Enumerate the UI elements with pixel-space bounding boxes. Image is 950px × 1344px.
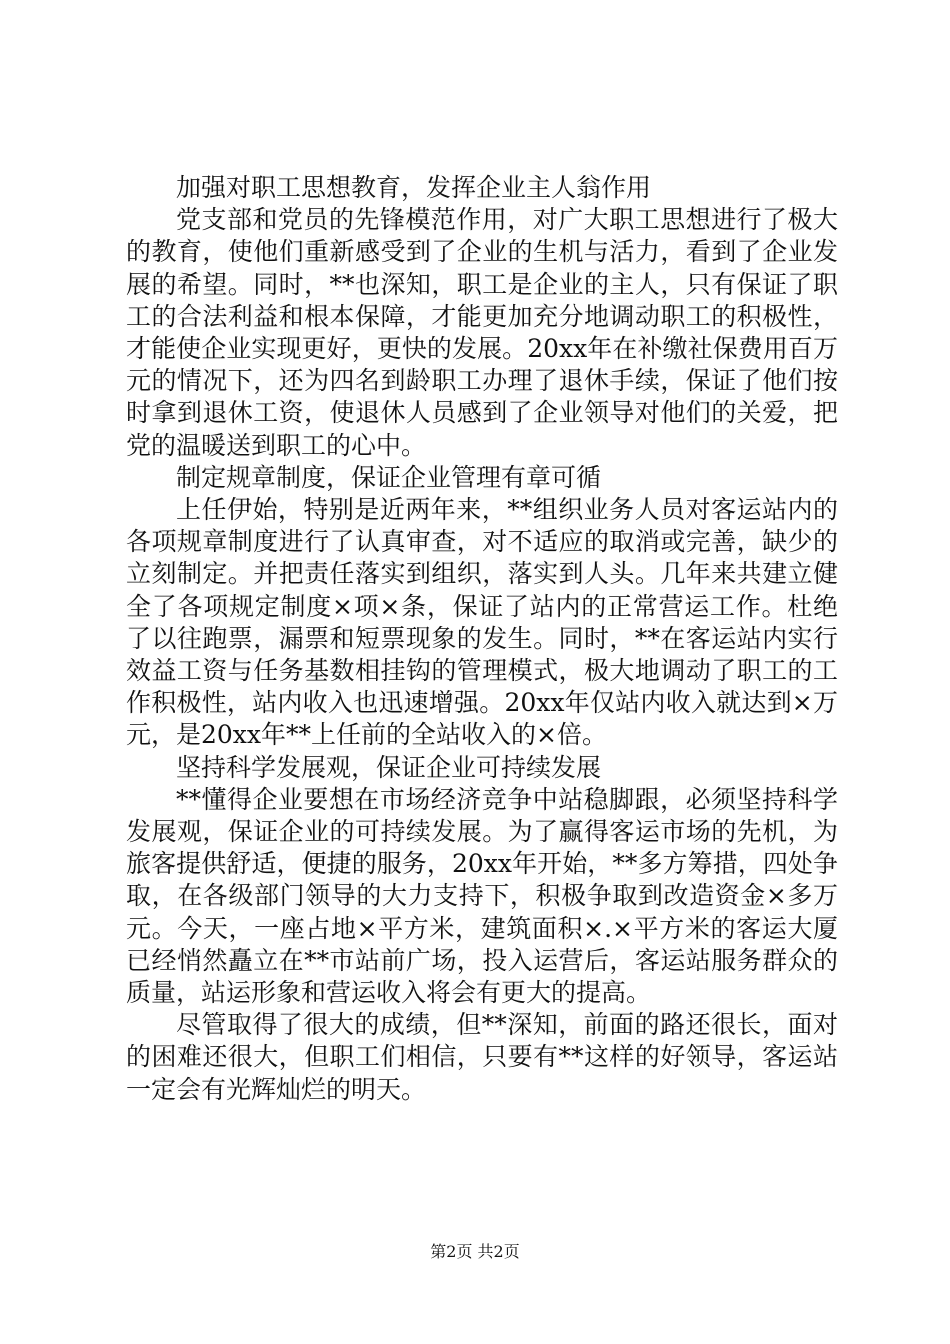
page-number-footer: 第2页 共2页 [430,1242,520,1261]
section-heading-1: 加强对职工思想教育，发挥企业主人翁作用 [176,173,652,202]
section-body-3: **懂得企业要想在市场经济竞争中站稳脚跟，必须坚持科学发展观，保证企业的可持续发展。为了赢得客运市场的先机，为旅客提供舒适，便捷的服务，20xx年开始，**多方筹措，四处争取，在各级部门领导的大力支持下，积极争取到改造资金×多万元。今天，一座占地×平方米，建筑面积×.×平方米的客运大厦已经悄然矗立在**市站前广场，投入运营后，客运站服务群众的质量，站运形象和营运收入将会有更大的提高。 [126,784,838,1008]
section-heading-3: 坚持科学发展观，保证企业可持续发展 [176,752,602,782]
document-body [126,172,838,1106]
section-heading-2: 制定规章制度，保证企业管理有章可循 [176,462,602,492]
closing-paragraph: 尽管取得了很大的成绩，但**深知，前面的路还很长，面对的困难还很大，但职工们相信，只要有**这样的好领导，客运站一定会有光辉灿烂的明天。 [126,1010,838,1104]
section-body-1: 党支部和党员的先锋模范作用，对广大职工思想进行了极大的教育，使他们重新感受到了企业的生机与活力，看到了企业发展的希望。同时，**也深知，职工是企业的主人，只有保证了职工的合法利益和根本保障，才能更加充分地调动职工的积极性，才能使企业实现更好，更快的发展。20xx年在补缴社保费用百万元的情况下，还为四名到龄职工办理了退休手续，保证了他们按时拿到退休工资，使退休人员感到了企业领导对他们的关爱，把党的温暖送到职工的心中。 [126,205,838,460]
section-body-2: 上任伊始，特别是近两年来，**组织业务人员对客运站内的各项规章制度进行了认真审查，对不适应的取消或完善，缺少的立刻制定。并把责任落实到组织，落实到人头。几年来共建立健全了各项规定制度×项×条，保证了站内的正常营运工作。杜绝了以往跑票，漏票和短票现象的发生。同时，**在客运站内实行效益工资与任务基数相挂钩的管理模式，极大地调动了职工的工作积极性，站内收入也迅速增强。20xx年仅站内收入就达到×万元，是20xx年**上任前的全站收入的×倍。 [126,495,838,750]
